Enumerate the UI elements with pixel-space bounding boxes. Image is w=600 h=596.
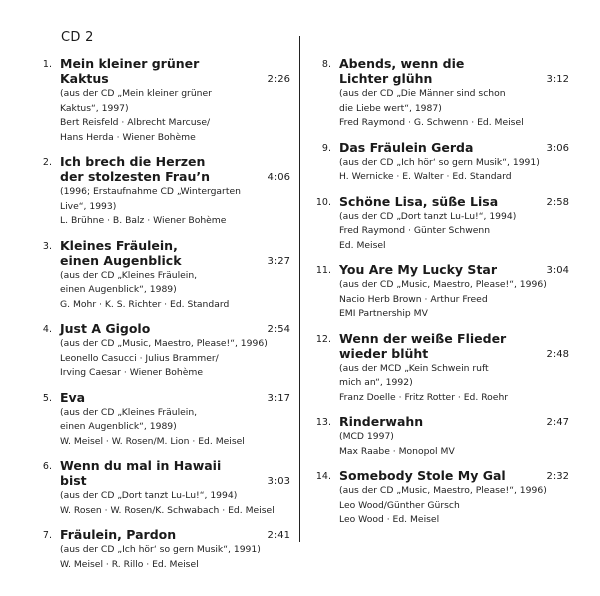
- track-number: 10.: [315, 196, 331, 208]
- track-source-note: (aus der CD „Ich hör‘ so gern Musik“, 1991): [339, 156, 540, 168]
- track-duration: 3:12: [546, 74, 569, 85]
- track-duration: 2:48: [546, 348, 569, 360]
- track-item: [313, 262, 569, 322]
- track-source-note: (aus der CD „Die Männer sind schon die Liebe wert“, 1987): [339, 88, 506, 114]
- track-title: Somebody Stole My Gal: [339, 468, 506, 483]
- track-title: Eva: [60, 389, 86, 405]
- track-title: Just A Gigolo: [60, 321, 151, 336]
- track-credits: Fred Raymond · Günter Schwenn Ed. Meisel: [339, 225, 491, 251]
- track-item: [313, 414, 569, 459]
- track-item: [34, 458, 290, 518]
- track-number: 7.: [42, 530, 52, 541]
- track-item: [313, 194, 569, 254]
- track-credits: W. Meisel · R. Rillo · Ed. Meisel: [60, 558, 199, 570]
- track-number: 11.: [315, 265, 331, 276]
- track-title: Abends, wenn die Lichter glühn: [339, 56, 465, 86]
- tracklist-left: [34, 56, 290, 581]
- track-number: 4.: [42, 324, 52, 335]
- cd-label: CD 2: [61, 30, 94, 45]
- track-title: Kleines Fräulein, einen Augenblick: [60, 237, 182, 268]
- track-credits: Nacio Herb Brown · Arthur Freed EMI Partnership MV: [339, 293, 488, 319]
- track-title: Fräulein, Pardon: [60, 527, 177, 542]
- track-source-note: (aus der CD „Mein kleiner grüner Kaktus“, 1997): [60, 88, 212, 114]
- track-number: 12.: [315, 333, 331, 345]
- track-source-note: (aus der CD „Kleines Fräulein, einen Augenblick“, 1989): [60, 406, 198, 432]
- track-title: Schöne Lisa, süße Lisa: [339, 193, 499, 209]
- track-duration: 2:54: [267, 324, 290, 335]
- track-number: 2.: [42, 157, 52, 168]
- track-number: 9.: [321, 142, 331, 154]
- track-number: 1.: [42, 59, 52, 70]
- track-item: [313, 331, 569, 406]
- track-item: [34, 321, 290, 381]
- track-duration: 2:47: [546, 417, 569, 428]
- track-title: Wenn der weiße Flieder wieder blüht: [339, 330, 507, 361]
- track-duration: 2:58: [546, 196, 569, 208]
- track-item: [34, 56, 290, 145]
- tracklist-right: [313, 56, 569, 537]
- track-item: [313, 468, 569, 528]
- track-title: Mein kleiner grüner Kaktus: [60, 56, 200, 86]
- track-source-note: (1996; Erstaufnahme CD „Wintergarten Live“, 1993): [60, 186, 241, 212]
- track-item: [34, 154, 290, 229]
- track-item: [313, 56, 569, 131]
- track-credits: Fred Raymond · G. Schwenn · Ed. Meisel: [339, 117, 524, 128]
- track-title: Wenn du mal in Hawaii bist: [60, 458, 222, 488]
- track-duration: 3:27: [267, 255, 290, 267]
- track-number: 14.: [315, 471, 331, 482]
- track-credits: Leo Wood/Günther Gürsch Leo Wood · Ed. Meisel: [339, 499, 460, 525]
- track-duration: 4:06: [267, 172, 290, 183]
- track-number: 8.: [321, 59, 331, 70]
- track-title: Rinderwahn: [339, 414, 424, 429]
- track-credits: G. Mohr · K. S. Richter · Ed. Standard: [60, 298, 230, 310]
- track-credits: L. Brühne · B. Balz · Wiener Bohème: [60, 215, 227, 226]
- track-title: You Are My Lucky Star: [339, 262, 498, 277]
- track-duration: 3:06: [546, 142, 569, 154]
- track-source-note: (aus der CD „Dort tanzt Lu-Lu!“, 1994): [60, 490, 238, 501]
- track-source-note: (aus der CD „Ich hör‘ so gern Musik“, 1991): [60, 544, 261, 555]
- track-title: Das Fräulein Gerda: [339, 139, 474, 155]
- track-duration: 2:26: [267, 74, 290, 85]
- track-source-note: (aus der CD „Music, Maestro, Please!“, 1996): [339, 485, 547, 496]
- track-source-note: (aus der CD „Kleines Fräulein, einen Augenblick“, 1989): [60, 269, 198, 295]
- track-source-note: (aus der CD „Dort tanzt Lu-Lu!“, 1994): [339, 210, 517, 222]
- track-item: [34, 238, 290, 313]
- track-title: Ich brech die Herzen der stolzesten Frau’n: [60, 154, 211, 184]
- column-divider: [299, 36, 300, 542]
- track-source-note: (aus der CD „Music, Maestro, Please!“, 1996): [339, 279, 547, 290]
- track-duration: 3:04: [546, 265, 569, 276]
- track-duration: 3:03: [267, 476, 290, 487]
- track-source-note: (aus der MCD „Kein Schwein ruft mich an“, 1992): [339, 362, 489, 388]
- track-duration: 2:41: [267, 530, 290, 541]
- track-number: 5.: [42, 392, 52, 404]
- track-credits: H. Wernicke · E. Walter · Ed. Standard: [339, 171, 512, 182]
- track-duration: 3:17: [267, 392, 290, 404]
- track-source-note: (MCD 1997): [339, 431, 394, 442]
- track-number: 6.: [42, 461, 52, 472]
- track-item: [34, 527, 290, 572]
- track-source-note: (aus der CD „Music, Maestro, Please!“, 1996): [60, 338, 268, 349]
- track-duration: 2:32: [546, 471, 569, 482]
- track-credits: W. Rosen · W. Rosen/K. Schwabach · Ed. Meisel: [60, 504, 275, 516]
- track-number: 3.: [42, 240, 52, 252]
- track-credits: Leonello Casucci · Julius Brammer/ Irving Caesar · Wiener Bohème: [60, 352, 219, 378]
- track-credits: Bert Reisfeld · Albrecht Marcuse/ Hans Herda · Wiener Bohème: [60, 117, 211, 143]
- track-credits: Max Raabe · Monopol MV: [339, 445, 455, 457]
- track-item: [313, 140, 569, 185]
- track-number: 13.: [315, 417, 331, 428]
- track-item: [34, 390, 290, 450]
- track-credits: W. Meisel · W. Rosen/M. Lion · Ed. Meisel: [60, 435, 245, 447]
- track-credits: Franz Doelle · Fritz Rotter · Ed. Roehr: [339, 391, 509, 403]
